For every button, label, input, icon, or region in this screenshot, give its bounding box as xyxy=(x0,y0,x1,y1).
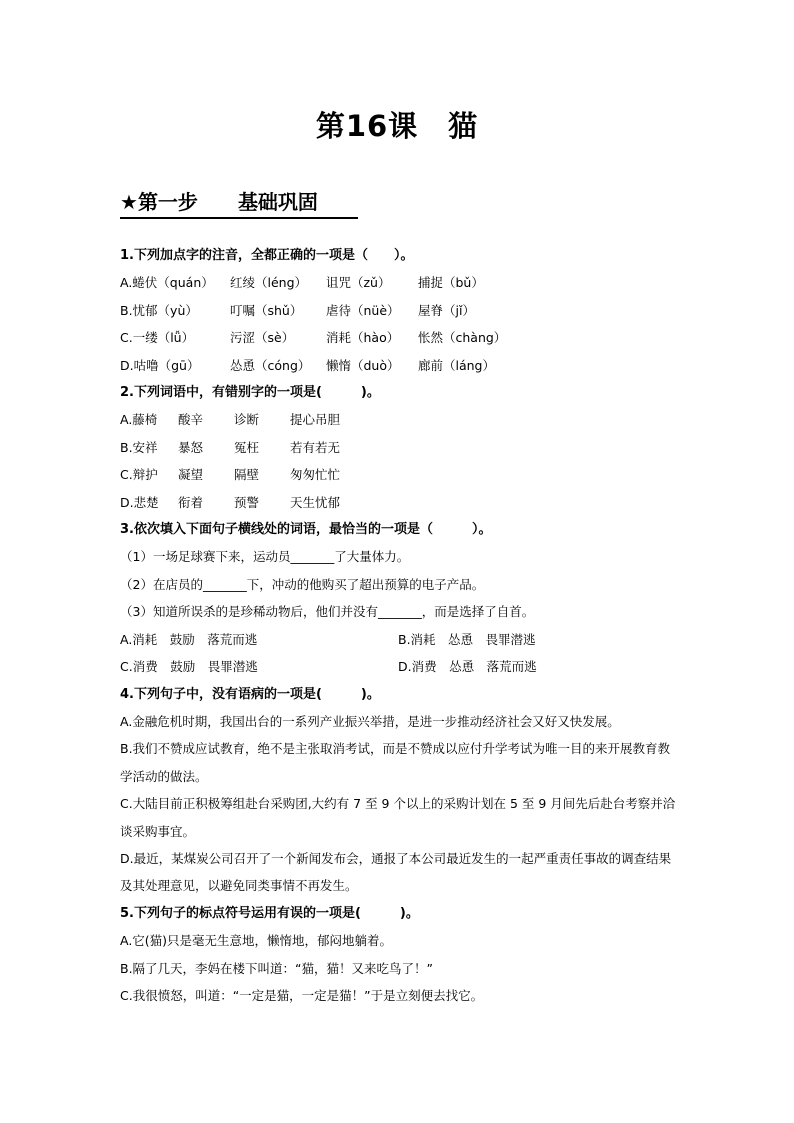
section-heading xyxy=(120,186,358,219)
question-2-option: A.藤椅 酸辛 诊断 提心吊胆 xyxy=(120,412,341,428)
question-5-option: A.它(猫)只是毫无生意地，懒惰地，郁闷地躺着。 xyxy=(120,933,393,949)
question-4-option: D.最近，某煤炭公司召开了一个新闻发布会，通报了本公司最近发生的一起严重责任事故的调查结果及其处理意见，以避免同类事情不再发生。 xyxy=(120,850,672,894)
question-1-stem: 1.下列加点字的注音，全都正确的一项是（ ）。 xyxy=(120,248,414,263)
question-1-option: B.忧郁（yù） 叮嘱（shǔ） 虐待（nüè） 屋脊（jǐ） xyxy=(120,302,475,318)
question-3-option: A.消耗 鼓励 落荒而逃 xyxy=(120,631,258,647)
question-3-option: C.消费 鼓励 畏罪潜逃 xyxy=(120,659,258,675)
lesson-title: 第16课 猫 xyxy=(315,109,479,143)
questions xyxy=(120,242,680,1009)
section-step: 第一步 xyxy=(137,190,198,214)
question-5-option: B.隔了几天，李妈在楼下叫道：“猫，猫！又来吃鸟了！” xyxy=(120,960,434,976)
question-3-stem: 3.依次填入下面句子横线处的词语，最恰当的一项是（ ）。 xyxy=(120,522,492,538)
question-3-options-row xyxy=(120,626,680,653)
question-1-option: A.蜷伏（quán） 红绫（léng） 诅咒（zǔ） 捕捉（bǔ） xyxy=(120,275,484,291)
question-3-sentence: （2）在店员的_______下，冲动的他购买了超出预算的电子产品。 xyxy=(120,576,485,592)
star-icon: ★ xyxy=(120,190,138,214)
question-4-option: B.我们不赞成应试教育，绝不是主张取消考试，而是不赞成以应付升学考试为唯一目的来开展教育教学活动的做法。 xyxy=(120,741,671,784)
question-3-option: D.消费 怂恿 落荒而逃 xyxy=(398,659,537,675)
question-4-option: A.金融危机时期，我国出台的一系列产业振兴举措，是进一步推动经济社会又好又快发展。 xyxy=(120,713,620,729)
question-4-stem: 4.下列句子中，没有语病的一项是( )。 xyxy=(120,686,380,702)
question-3-option: B.消耗 怂恿 畏罪潜逃 xyxy=(398,631,536,647)
section-name: 基础巩固 xyxy=(237,190,318,214)
question-3-sentence: （3）知道所误杀的是珍稀动物后，他们并没有_______，而是选择了自首。 xyxy=(120,604,535,620)
question-1-option: D.咕噜（gū） 怂恿（cóng） 懒惰（duò） 廊前（láng） xyxy=(120,357,495,373)
question-2-option: B.安祥 暴怒 冤枉 若有若无 xyxy=(120,439,341,455)
question-2-option: C.辩护 凝望 隔壁 匆匆忙忙 xyxy=(120,467,341,483)
question-2-stem: 2.下列词语中，有错别字的一项是( )。 xyxy=(120,385,380,401)
question-1-option: C.一缕（lǚ） 污涩（sè） 消耗（hào） 怅然（chàng） xyxy=(120,330,507,346)
question-4-option: C.大陆目前正积极筹组赴台采购团,大约有 7 至 9 个以上的采购计划在 5 至 9 月间先后赴台考察并洽谈采购事宜。 xyxy=(120,796,676,839)
question-5-option: C.我很愤怒，叫道：“一定是猫，一定是猫！”于是立刻便去找它。 xyxy=(120,987,484,1003)
question-3-options-row xyxy=(120,653,680,680)
question-2-option: D.悲楚 衔着 预警 天生忧郁 xyxy=(120,494,341,510)
question-5-stem: 5.下列句子的标点符号运用有误的一项是( )。 xyxy=(120,905,419,921)
question-3-sentence: （1）一场足球赛下来，运动员_______了大量体力。 xyxy=(120,549,410,565)
